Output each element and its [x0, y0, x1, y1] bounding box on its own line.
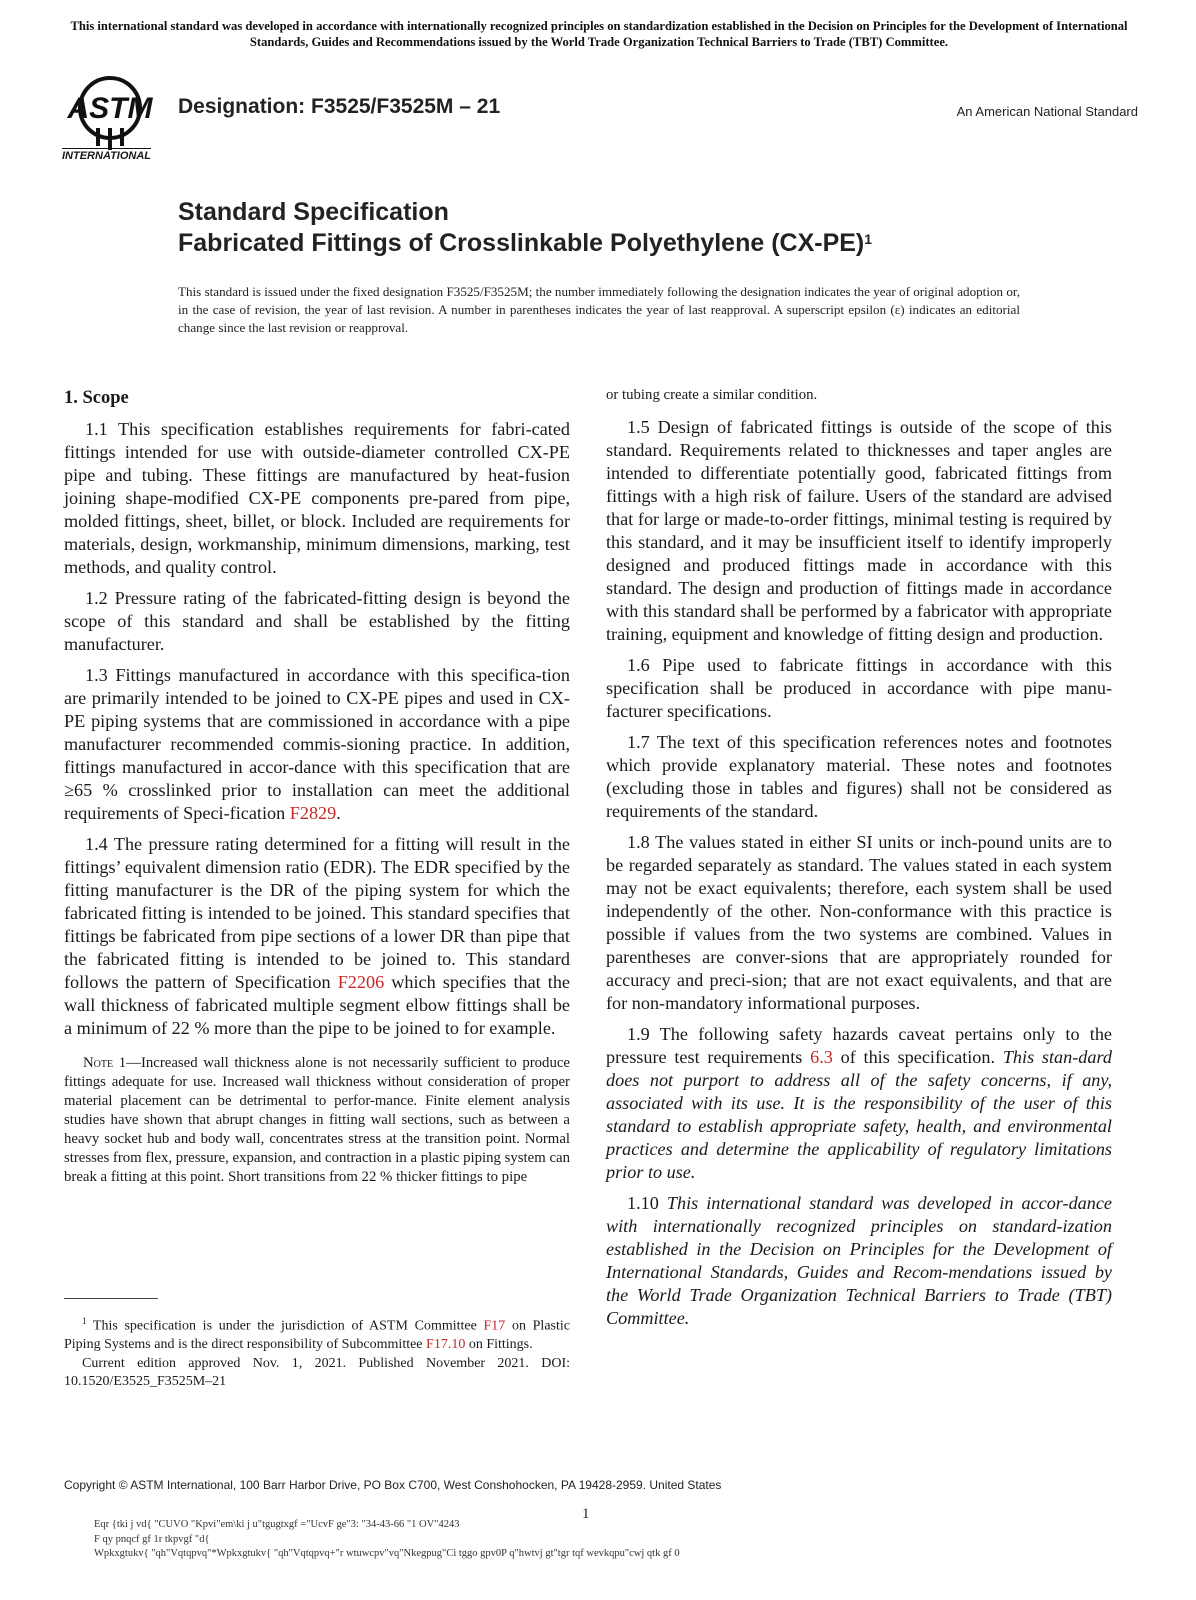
title-text: Fabricated Fittings of Crosslinkable Polyethylene (CX-PE): [178, 229, 865, 257]
paragraph-1-5: 1.5 Design of fabricated fittings is outside of the scope of this standard. Requirements related to thicknesses and taper angles are intended to differentiate potentially good, fabricated fittings from fittings with a high risk of failure. Users of the standard are advised that for large or made-to-order fittings, minimal testing is required by this standard, and it may be insufficient itself to identify improperly designed and produced fittings made in accordance with this standard. The design and production of fittings made in accordance with this standard shall be performed by a fabricator with appropriate training, equipment and knowledge of fitting design and production.: [606, 417, 1112, 644]
link-f17-10[interactable]: F17.10: [426, 1337, 466, 1353]
designation: Designation: F3525/F3525M – 21: [178, 95, 501, 118]
paragraph-1-10-text: This international standard was developed in accor-dance with internationally recognized principles on standard-ization established in the Decision on Principles for the Development of International Standards, Guides and Recom-mendations issued by the World Trade Organization Technical Barriers to Trade (TBT) Committee.: [606, 1193, 1112, 1328]
paragraph-1-4-text: 1.4 The pressure rating determined for a fitting will result in the fittings’ equivalent dimension ratio (EDR). The EDR specified by the fitting manufacturer is the DR of the piping system for which the fabricated fitting is intended to be joined. This standard specifies that fittings be fabricated from pipe sections of a lower DR than pipe that the fabricated fitting is intended to be joined to. This standard follows the pattern of Specification: [64, 834, 570, 992]
page-number: 1: [582, 1506, 590, 1522]
note-text: —Increased wall thickness alone is not necessarily sufficient to produce fittings adequate for use. Increased wall thickness without consideration of proper material placement can be detrimental to perfor-mance. Finite element analysis studies have shown that abrupt changes in fitting wall sections, such as between a heavy socket hub and body wall, concentrates stress at the transition point. Normal stresses from flex, pressure, expansion, and contraction in a plastic piping system can break a fitting at this point. Short transitions from 22 % thicker fittings to pipe: [64, 1055, 570, 1185]
title-footnote-mark: 1: [864, 231, 873, 247]
note-label: Note 1: [83, 1055, 127, 1071]
footnote-text-c: on Fittings.: [465, 1337, 533, 1353]
footnote-text-b: on Plastic Piping Systems and is the direct responsibility of Subcommittee: [64, 1318, 570, 1353]
watermark-line-1: Eqr {tki j vd{ "CUVO "Kpvi"em\ki j u"tgugtxgf ="UcvF ge"3: "34-43-66 "1 OV"4243: [94, 1519, 460, 1530]
paragraph-1-9-text: 1.9 The following safety hazards caveat pertains only to the pressure test requirements: [606, 1024, 1112, 1067]
paragraph-1-4: [64, 833, 570, 1040]
paragraph-1-3-end: .: [336, 803, 341, 823]
issued-notice: This standard is issued under the fixed designation F3525/F3525M; the number immediately following the designation indicates the year of original adoption or, in the case of revision, the year of last revision. A number in parentheses indicates the year of last reapproval. A superscript epsilon (ε) indicates an editorial change since the last revision or reapproval.: [178, 284, 1020, 335]
logo-text: ASTM: [67, 92, 153, 125]
paragraph-1-9: [606, 1023, 1112, 1184]
license-watermark: [94, 1518, 680, 1562]
title-line-2: [178, 227, 872, 259]
link-f2206[interactable]: F2206: [337, 972, 385, 992]
footnote-1: [64, 1312, 570, 1392]
footnote-line-1: [64, 1312, 570, 1355]
link-6-3[interactable]: 6.3: [810, 1047, 833, 1067]
right-column: [606, 386, 1112, 1338]
paragraph-1-6: 1.6 Pipe used to fabricate fittings in accordance with this specification shall be produced in accordance with pipe manu-facturer specifications.: [606, 655, 1112, 721]
paragraph-1-7: 1.7 The text of this specification references notes and footnotes which provide explanatory material. These notes and footnotes (excluding those in tables and figures) shall not be considered as requirements of the standard.: [606, 732, 1112, 821]
paragraph-1-3-text: 1.3 Fittings manufactured in accordance with this specifica-tion are primarily intended to be joined to CX-PE pipes and used in CX-PE piping systems that are commissioned in accordance with a pipe manufacturer recommended commis-sioning practice. In addition, fittings manufactured in accor-dance with this specification that are ≥65 % crosslinked prior to installation can meet the additional requirements of Speci-fication: [64, 665, 570, 823]
astm-logo: [64, 70, 168, 166]
section-heading: 1. Scope: [64, 388, 129, 408]
footnote-line-2: Current edition approved Nov. 1, 2021. Published November 2021. DOI: 10.1520/E3525_F3525M–21: [64, 1355, 570, 1390]
watermark-line-3: Wpkxgtukv{ "qh"Vqtqpvq"*Wpkxgtukv{ "qh"Vqtqpvq+"r wtuwcpv"vq"Nkegpug"Ci tggo gpv0P q"hwtvj gt"tgr tqf wevkqpu"cwj qtk gf 0: [94, 1548, 680, 1559]
note-1: [64, 1054, 570, 1187]
footnote-text-a: This specification is under the jurisdiction of ASTM Committee: [86, 1318, 484, 1334]
footnote-mark: 1: [82, 1316, 87, 1326]
paragraph-1-8: 1.8 The values stated in either SI units or inch-pound units are to be regarded separately as standard. The values stated in each system may not be exact equivalents; therefore, each system shall be used independently of the other. Non-conformance with this practice is possible if values from the two systems are combined. Values in parentheses are conver-sions that are appropriately rounded for accuracy and preci-sion; that are not exact equivalents, and that are for non-mandatory informational purposes.: [606, 832, 1112, 1013]
footnote-rule: [64, 1298, 158, 1299]
logo-subtext: INTERNATIONAL: [62, 150, 152, 162]
paragraph-1-10-num: 1.10: [627, 1193, 667, 1213]
paragraph-1-1: 1.1 This specification establishes requirements for fabri-cated fittings intended for use with outside-diameter controlled CX-PE pipe and tubing. These fittings are manufactured by heat-fusion joining shape-modified CX-PE components pre-pared from pipe, molded fittings, sheet, billet, or block. Included are requirements for materials, design, workmanship, minimum dimensions, marking, test methods, and quality control.: [64, 419, 570, 577]
safety-caveat: This stan-dard does not purport to address all of the safety concerns, if any, associated with its use. It is the responsibility of the user of this standard to establish appropriate safety, health, and environmental practices and determine the applicability of regulatory limitations prior to use.: [606, 1047, 1112, 1182]
link-f17[interactable]: F17: [483, 1318, 506, 1334]
paragraph-1-3: [64, 664, 570, 825]
left-column: [64, 386, 570, 1187]
link-f2829[interactable]: F2829: [289, 803, 337, 823]
watermark-line-2: F qy pnqcf gf 1r tkpvgf "d{: [94, 1533, 210, 1545]
wto-notice: This international standard was developed in accordance with internationally recognized principles on standardization established in the Decision on Principles for the Development of International Standards, Guides and Recommendations issued by the World Trade Organization Technical Barriers to Trade (TBT) Committee.: [70, 19, 1128, 49]
paragraph-1-2: 1.2 Pressure rating of the fabricated-fitting design is beyond the scope of this standard and shall be established by the fitting manufacturer.: [64, 588, 570, 654]
paragraph-1-10: [606, 1192, 1112, 1330]
title-line-1: Standard Specification: [178, 198, 449, 226]
paragraph-1-4-end: which specifies that the wall thickness of fabricated multiple segment elbow fittings shall be a minimum of 22 % more than the pipe to be joined to for example.: [64, 972, 570, 1038]
copyright: Copyright © ASTM International, 100 Barr Harbor Drive, PO Box C700, West Conshohocken, PA 19428-2959. United States: [64, 1478, 722, 1492]
note-1-continued: or tubing create a similar condition.: [606, 387, 818, 403]
american-national-standard: An American National Standard: [956, 104, 1138, 119]
paragraph-1-9-mid: of this specification.: [832, 1047, 1003, 1067]
document-title: [178, 197, 872, 259]
